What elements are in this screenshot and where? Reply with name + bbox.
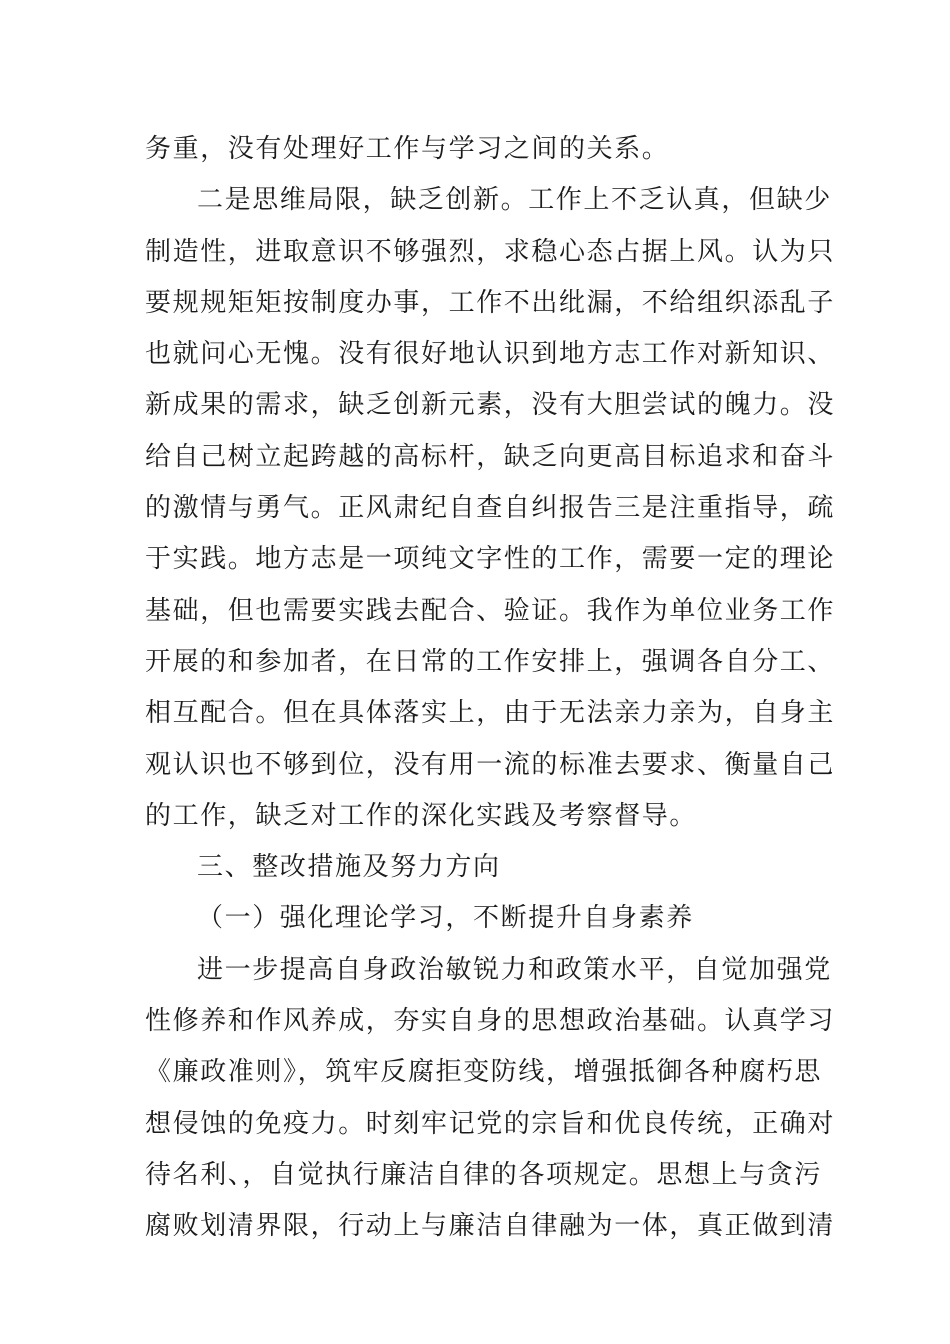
text-line: 的工作，缺乏对工作的深化实践及考察督导。 <box>145 800 698 831</box>
text-line: 二是思维局限，缺乏创新。工作上不乏认真，但缺少 <box>197 185 832 216</box>
text-line: 务重，没有处理好工作与学习之间的关系。 <box>145 134 670 164</box>
text-line: 也就问心无愧。没有很好地认识到地方志工作对新知识、 <box>145 339 836 370</box>
text-line: 相互配合。但在具体落实上，由于无法亲力亲为，自身主 <box>145 698 836 729</box>
text-line: 性修养和作风养成，夯实自身的思想政治基础。认真学习 <box>145 1006 836 1037</box>
text-line: 于实践。地方志是一项纯文字性的工作，需要一定的理论 <box>145 544 836 575</box>
text-line: 基础，但也需要实践去配合、验证。我作为单位业务工作 <box>145 595 836 626</box>
text-line: 进一步提高自身政治敏锐力和政策水平，自觉加强党 <box>197 954 832 985</box>
text-line: 待名利、，自觉执行廉洁自律的各项规定。思想上与贪污 <box>145 1159 823 1190</box>
text-line: 制造性，进取意识不够强烈，求稳心态占据上风。认为只 <box>145 236 836 267</box>
text-line: 想侵蚀的免疫力。时刻牢记党的宗旨和优良传统，正确对 <box>145 1108 836 1139</box>
text-line: 新成果的需求，缺乏创新元素，没有大胆尝试的魄力。没 <box>145 390 836 421</box>
subsection-heading: （一）强化理论学习，不断提升自身素养 <box>197 903 694 934</box>
text-line: 的激情与勇气。正风肃纪自查自纠报告三是注重指导，疏 <box>145 493 836 524</box>
body-text <box>145 124 836 1253</box>
text-line: 要规规矩矩按制度办事，工作不出纰漏，不给组织添乱子 <box>145 287 836 318</box>
section-heading: 三、整改措施及努力方向 <box>197 852 501 883</box>
text-line: 《廉政准则》，筑牢反腐拒变防线，增强抵御各种腐朽思 <box>145 1057 823 1088</box>
text-line: 腐败划清界限，行动上与廉洁自律融为一体，真正做到清 <box>145 1211 836 1242</box>
text-line: 观认识也不够到位，没有用一流的标准去要求、衡量自己 <box>145 749 836 780</box>
text-line: 给自己树立起跨越的高标杆，缺乏向更高目标追求和奋斗 <box>145 441 836 472</box>
text-line: 开展的和参加者，在日常的工作安排上，强调各自分工、 <box>145 646 836 677</box>
